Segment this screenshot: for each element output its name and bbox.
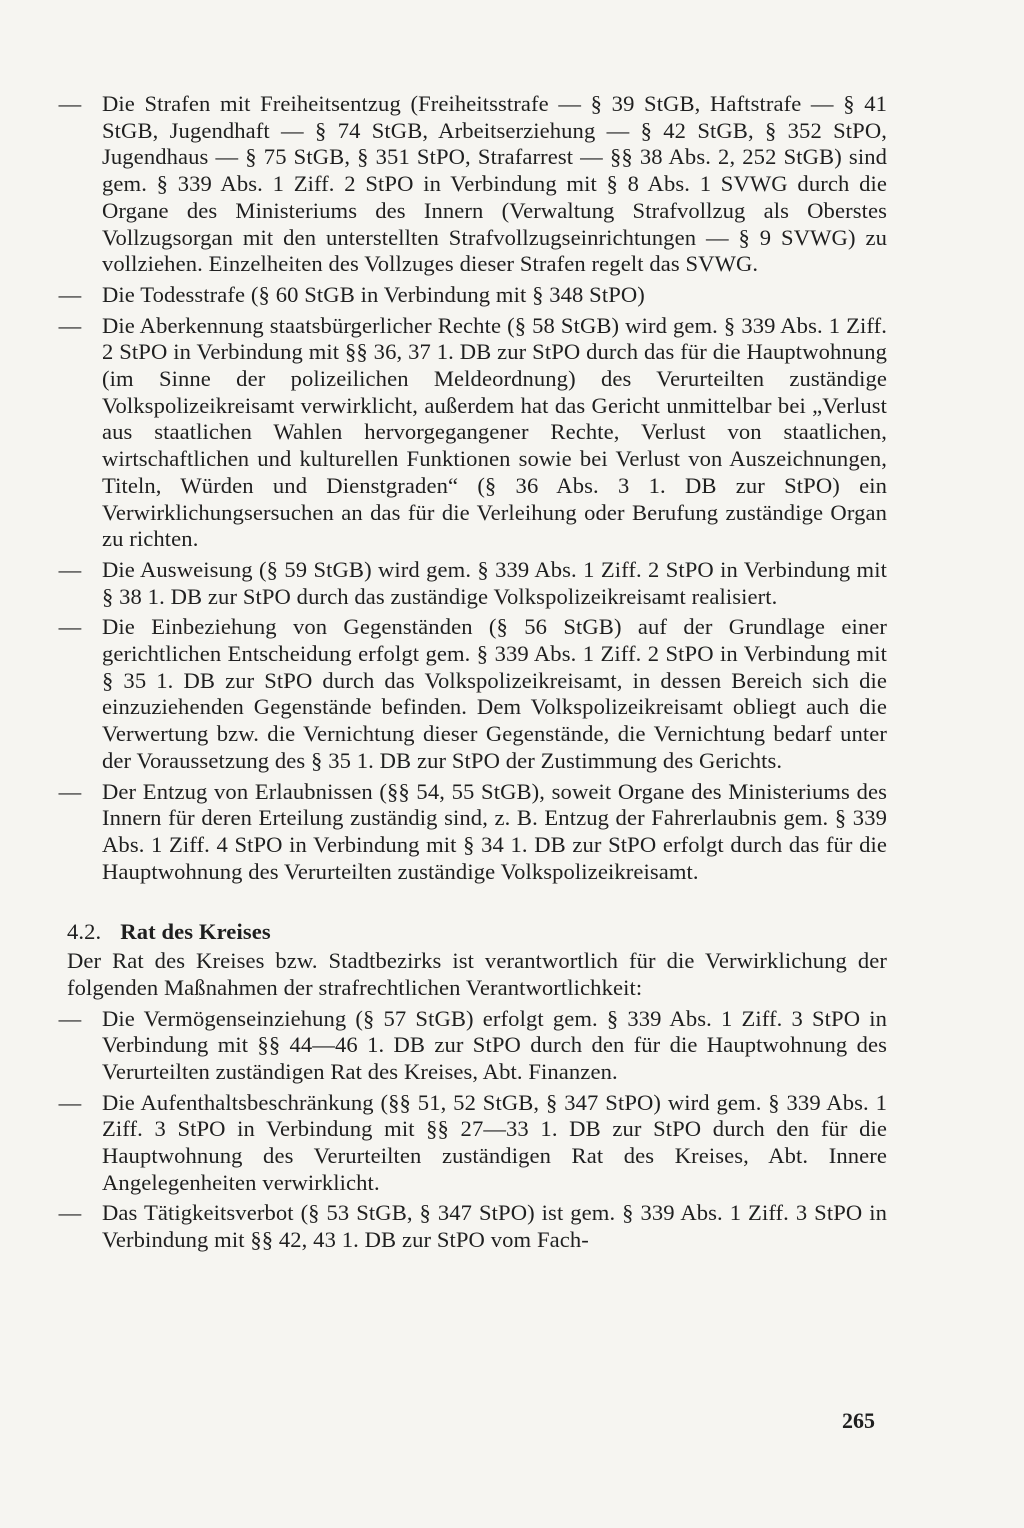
list-item [55, 91, 887, 278]
list-item [55, 282, 887, 309]
list-item-text: Das Tätigkeitsverbot (§ 53 StGB, § 347 StPO) ist gem. § 339 Abs. 1 Ziff. 3 StPO in Verbindung mit §§ 42, 43 1. DB zur StPO vom Fach- [102, 1200, 887, 1253]
section-intro: Der Rat des Kreises bzw. Stadtbezirks ist verantwortlich für die Verwirklichung der folgenden Maßnahmen der strafrechtlichen Verantwortlichkeit: [67, 948, 887, 1000]
list-dash: — [58, 312, 82, 338]
list-item-text: Die Todesstrafe (§ 60 StGB in Verbindung mit § 348 StPO) [102, 281, 645, 307]
list-item-text: Die Strafen mit Freiheitsentzug (Freiheitsstrafe — § 39 StGB, Haftstrafe — § 41 StGB, Jugendhaft — § 74 StGB, Arbeitserziehung — § 42 StGB, § 352 StPO, Jugendhaus — § 75 StGB, § 351 StPO, Strafarrest — §§ 38 Abs. 2, 252 StGB) sind gem. § 339 Abs. 1 Ziff. 2 StPO in Verbindung mit § 8 Abs. 1 SVWG durch die Organe des Ministeriums des Innern (Verwaltung Strafvollzug als Oberstes Vollzugsorgan mit den unterstellten Strafvollzugseinrichtungen — § 9 SVWG) zu vollziehen. Einzelheiten des Vollzuges dieser Strafen regelt das SVWG. [102, 91, 887, 277]
list-dash: — [58, 91, 82, 116]
list-dash: — [58, 281, 82, 307]
list-dash: — [58, 778, 82, 804]
list-dash: — [58, 614, 82, 640]
list-item-text: Die Ausweisung (§ 59 StGB) wird gem. § 339 Abs. 1 Ziff. 2 StPO in Verbindung mit § 38 1. DB zur StPO durch das zuständige Volkspolizeikreisamt realisiert. [102, 556, 887, 609]
list-item-text: Die Einbeziehung von Gegenständen (§ 56 StGB) auf der Grundlage einer gerichtlichen Entscheidung erfolgt gem. § 339 Abs. 1 Ziff. 2 StPO in Verbindung mit § 35 1. DB zur StPO durch das Volkspolizeikreisamt, in dessen Bereich sich die einzuziehenden Gegenstände befinden. Dem Volkspolizeikreisamt obliegt auch die Verwertung bzw. die Vernichtung dieser Gegenstände, die Vernichtung bedarf unter der Voraussetzung des § 35 1. DB zur StPO der Zustimmung des Gerichts. [102, 614, 887, 773]
list-item-text: Die Aufenthaltsbeschränkung (§§ 51, 52 StGB, § 347 StPO) wird gem. § 339 Abs. 1 Ziff. 3 StPO in Verbindung mit §§ 27—33 1. DB zur StPO durch den für die Hauptwohnung des Verurteilten zuständigen Rat des Kreises, Abt. Innere Angelegenheiten verwirklicht. [102, 1089, 887, 1195]
list-item [55, 1090, 887, 1197]
section-number: 4.2. [67, 919, 102, 945]
list-item [55, 779, 887, 886]
list-dash: — [58, 1200, 82, 1226]
list-item-text: Die Aberkennung staatsbürgerlicher Rechte (§ 58 StGB) wird gem. § 339 Abs. 1 Ziff. 2 StPO in Verbindung mit §§ 36, 37 1. DB zur StPO durch das für die Hauptwohnung (im Sinne der polizeilichen Meldeordnung) des Verurteilten zuständige Volkspolizeikreisamt verwirklicht, außerdem hat das Gericht unmittelbar bei „Verlust aus staatlichen Wahlen hervorgegangener Rechte, Verlust von staatlichen, wirtschaftlichen und kulturellen Funktionen sowie bei Verlust von Auszeichnungen, Titeln, Würden und Dienstgraden“ (§ 36 Abs. 3 1. DB zur StPO) ein Verwirklichungsersuchen an das für die Verleihung oder Berufung zuständige Organ zu richten. [102, 312, 887, 552]
list-item-text: Der Entzug von Erlaubnissen (§§ 54, 55 StGB), soweit Organe des Ministeriums des Innern für deren Erteilung zuständig sind, z. B. Entzug der Fahrerlaubnis gem. § 339 Abs. 1 Ziff. 4 StPO in Verbindung mit § 34 1. DB zur StPO erfolgt durch das für die Hauptwohnung des Verurteilten zuständige Volkspolizeikreisamt. [102, 778, 887, 884]
list-item [55, 614, 887, 774]
section-heading [55, 919, 887, 946]
section-title: Rat des Kreises [120, 919, 271, 945]
list-item [55, 1200, 887, 1253]
list-dash: — [58, 556, 82, 582]
list-dash: — [58, 1005, 82, 1031]
list-item [55, 313, 887, 553]
list-item [55, 557, 887, 610]
list-item-text: Die Vermögenseinziehung (§ 57 StGB) erfolgt gem. § 339 Abs. 1 Ziff. 3 StPO in Verbindung mit §§ 44—46 1. DB zur StPO durch den für die Hauptwohnung des Verurteilten zuständigen Rat des Kreises, Abt. Finanzen. [102, 1005, 887, 1084]
page-body [55, 91, 887, 1258]
list-dash: — [58, 1089, 82, 1115]
list-item [55, 1006, 887, 1086]
page-number: 265 [842, 1408, 875, 1433]
